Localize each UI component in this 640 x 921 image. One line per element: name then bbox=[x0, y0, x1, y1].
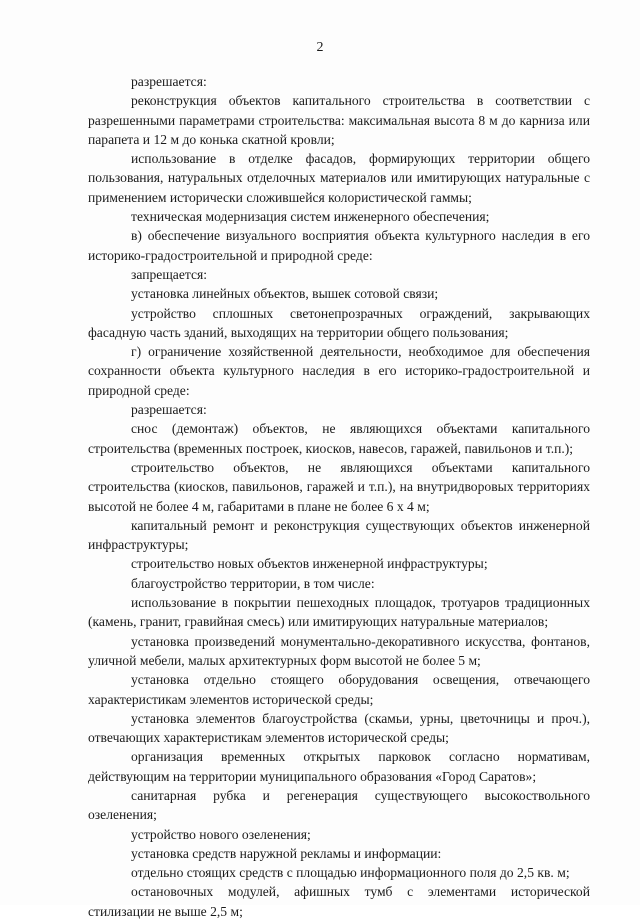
paragraph: установка отдельно стоящего оборудования освещения, отвечающего характеристикам элементов исторической среды; bbox=[88, 672, 590, 707]
paragraph: запрещается: bbox=[131, 266, 208, 282]
paragraph: установка линейных объектов, вышек сотовой связи; bbox=[131, 286, 439, 302]
paragraph: устройство сплошных светонепрозрачных ограждений, закрывающих фасадную часть зданий, выходящих на территории общего пользования; bbox=[88, 305, 590, 340]
paragraph: устройство нового озеленения; bbox=[131, 826, 311, 842]
paragraph: реконструкция объектов капитального строительства в соответствии с разрешенными параметрами строительства: максимальная высота 8 м до карниза или парапета и 12 м до конька скатной кровли; bbox=[88, 93, 590, 147]
page-number: 2 bbox=[316, 40, 324, 55]
document-body bbox=[88, 72, 590, 921]
paragraph: строительство новых объектов инженерной инфраструктуры; bbox=[131, 556, 488, 572]
paragraph: установка элементов благоустройства (скамьи, урны, цветочницы и проч.), отвечающих характеристикам элементов исторической среды; bbox=[88, 710, 590, 746]
paragraph: остановочных модулей, афишных тумб с элементами исторической стилизации не выше 2,5 м; bbox=[88, 884, 590, 919]
paragraph: использование в покрытии пешеходных площадок, тротуаров традиционных (камень, гранит, гравийная смесь) или имитирующих натуральные материалов; bbox=[88, 595, 590, 630]
paragraph: техническая модернизация систем инженерного обеспечения; bbox=[131, 209, 490, 225]
paragraph: отдельно стоящих средств с площадью информационного поля до 2,5 кв. м; bbox=[131, 865, 570, 881]
paragraph: организация временных открытых парковок согласно нормативам, действующим на территории муниципального образования «Город Саратов»; bbox=[88, 749, 590, 784]
paragraph: установка произведений монументально-декоративного искусства, фонтанов, уличной мебели, малых архитектурных форм высотой не более 5 м; bbox=[88, 633, 590, 668]
paragraph: снос (демонтаж) объектов, не являющихся объектами капитального строительства (временных построек, киосков, навесов, гаражей, павильонов и т.п.); bbox=[88, 421, 590, 456]
paragraph: строительство объектов, не являющихся объектами капитального строительства (киосков, павильонов, гаражей и т.п.), на внутридворовых территориях высотой не более 4 м, габаритами в плане не более 6 х 4 м; bbox=[88, 459, 590, 514]
paragraph: благоустройство территории, в том числе: bbox=[131, 575, 375, 591]
paragraph: в) обеспечение визуального восприятия объекта культурного наследия в его историко-градостроительной и природной среде: bbox=[88, 228, 590, 263]
paragraph: разрешается: bbox=[131, 402, 207, 418]
paragraph: санитарная рубка и регенерация существующего высокоствольного озеленения; bbox=[88, 787, 590, 823]
paragraph: использование в отделке фасадов, формирующих территории общего пользования, натуральных отделочных материалов или имитирующих натуральные с применением исторически сложившейся колористической гаммы; bbox=[88, 151, 590, 205]
paragraph: г) ограничение хозяйственной деятельности, необходимое для обеспечения сохранности объекта культурного наследия в его историко-градостроительной и природной среде: bbox=[88, 344, 590, 398]
paragraph: установка средств наружной рекламы и информации: bbox=[131, 845, 442, 861]
paragraph: разрешается: bbox=[131, 74, 207, 89]
paragraph: капитальный ремонт и реконструкция существующих объектов инженерной инфраструктуры; bbox=[88, 517, 590, 553]
